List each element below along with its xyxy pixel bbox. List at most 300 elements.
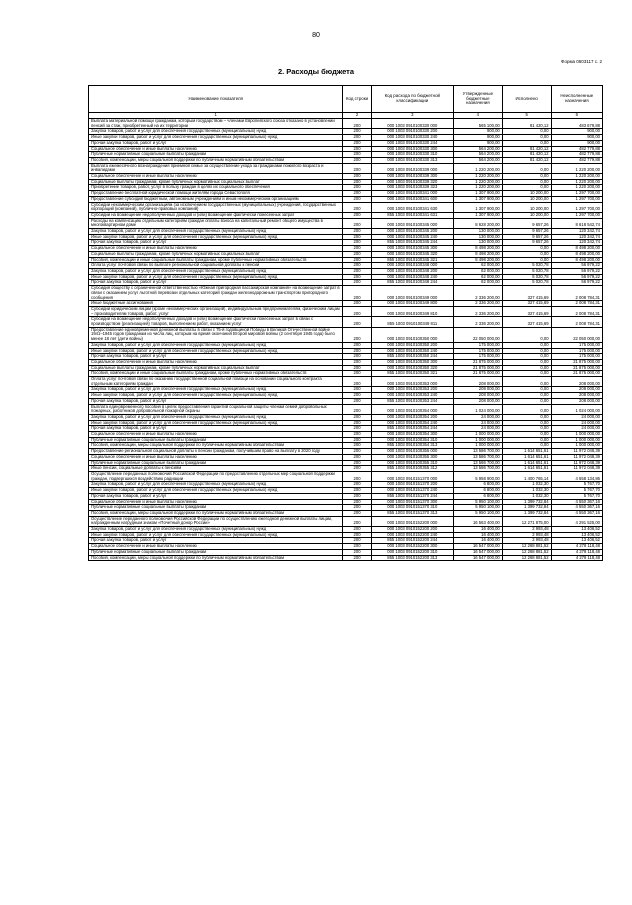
classification-code: 000 1003 0910100354 310 [371, 437, 453, 443]
approved-amount: 62 000,00 [453, 263, 502, 269]
line-code: 200 [343, 246, 371, 252]
executed-amount: 1 032,30 [502, 493, 551, 499]
executed-amount: 81 420,12 [502, 146, 551, 152]
executed-amount: 5 020,78 [502, 280, 551, 286]
column-header-name: Наименование показателя [89, 86, 343, 113]
unexecuted-amount: 5 767,70 [551, 488, 602, 494]
executed-amount: 1 614 651,61 [502, 460, 551, 466]
classification-code: 855 1003 0910100354 244 [371, 426, 453, 432]
indicator-name: Пособия, компенсации, меры социальной поддержки по публичным нормативным обязательствам [89, 510, 343, 516]
unexecuted-amount: 175 000,00 [551, 342, 602, 348]
approved-amount: 6 800,00 [453, 482, 502, 488]
classification-code: 000 1003 0910152200 300 [371, 544, 453, 550]
indicator-name: Прочая закупка товаров, работ и услуг [89, 140, 343, 146]
line-code: 200 [343, 472, 371, 482]
indicator-name: Субсидии некоммерческим организациям (за исключением государственных (муниципальных) учреждений, государственных корпораций (компаний), публично-правовых компаний) [89, 202, 343, 212]
executed-amount: 9 657,26 [502, 229, 551, 235]
line-code: 200 [343, 365, 371, 371]
unexecuted-amount: 483 679,88 [551, 119, 602, 129]
indicator-name: Иные пенсии, социальные доплаты к пенсиям [89, 466, 343, 472]
classification-code: 000 1003 0910100349 810 [371, 306, 453, 316]
indicator-name: Прочая закупка товаров, работ и услуг [89, 493, 343, 499]
line-code: 200 [343, 432, 371, 438]
indicator-name: Публичные нормативные социальные выплаты гражданам [89, 152, 343, 158]
indicator-name: Субсидии юридическим лицам (кроме некоммерческих организаций), индивидуальным предпринимателям, физическим лицам – производителям товаров, работ, услуг [89, 306, 343, 316]
executed-amount: 10 200,00 [502, 202, 551, 212]
indicator-name: Закупка товаров, работ и услуг для обеспечения государственных (муниципальных) нужд [89, 482, 343, 488]
executed-amount: 0,00 [502, 420, 551, 426]
budget-expenses-table [88, 85, 603, 561]
indicator-name: Социальные выплаты гражданам, кроме публичных нормативных социальных выплат [89, 251, 343, 257]
unexecuted-amount: 2 008 784,31 [551, 306, 602, 316]
approved-amount: 900,00 [453, 140, 502, 146]
table-row [89, 163, 603, 173]
line-code: 200 [343, 516, 371, 526]
column-header-unexecuted: Неисполненные назначения [551, 86, 602, 113]
approved-amount: 21 875 000,00 [453, 359, 502, 365]
indicator-name: Предоставление региональной социальной доплаты к пенсии гражданам, получившим право на выплату в 2020 году [89, 449, 343, 455]
line-code: 200 [343, 306, 371, 316]
classification-code: 000 1003 0910100350 200 [371, 342, 453, 348]
unexecuted-amount: 1 000 000,00 [551, 437, 602, 443]
classification-code: 000 1003 0910100345 200 [371, 229, 453, 235]
indicator-name: Социальное обеспечение и иные выплаты населению [89, 544, 343, 550]
approved-amount: 1 220 200,00 [453, 163, 502, 173]
classification-code: 000 1003 0910151370 300 [371, 499, 453, 505]
classification-code: 000 1003 0910100345 000 [371, 218, 453, 228]
indicator-name: Оплата услуг почтовой связи по оказанию государственной социальной помощи на основании социального контракта отдельным категориям граждан [89, 377, 343, 387]
approved-amount: 5 950 100,00 [453, 505, 502, 511]
executed-amount: 0,00 [502, 377, 551, 387]
unexecuted-amount: 900,00 [551, 135, 602, 141]
classification-code: 000 1003 0910100345 300 [371, 246, 453, 252]
executed-amount: 12 271 875,00 [502, 516, 551, 526]
indicator-name: Пособия, компенсации и иные социальные выплаты гражданам, кроме публичных нормативных обязательств [89, 371, 343, 377]
approved-amount: 564 200,00 [453, 146, 502, 152]
line-code: 200 [343, 229, 371, 235]
unexecuted-amount: 22 050 000,00 [551, 327, 602, 342]
unexecuted-amount: 13 406,52 [551, 527, 602, 533]
table-row [89, 327, 603, 342]
classification-code: 855 1003 0910100355 312 [371, 466, 453, 472]
indicator-name: Закупка товаров, работ и услуг для обеспечения государственных (муниципальных) нужд [89, 387, 343, 393]
line-code: 200 [343, 163, 371, 173]
executed-amount: 327 415,69 [502, 301, 551, 307]
classification-code: 000 1003 0910100354 300 [371, 432, 453, 438]
unexecuted-amount: 8 618 542,74 [551, 218, 602, 228]
approved-amount: 2 336 200,00 [453, 286, 502, 301]
classification-code: 855 1003 0910100341 631 [371, 212, 453, 218]
approved-amount: 24 000,00 [453, 420, 502, 426]
classification-code: 000 1003 0910152200 000 [371, 516, 453, 526]
executed-amount: 9 657,26 [502, 240, 551, 246]
classification-code: 000 1003 0910100339 300 [371, 174, 453, 180]
executed-amount: 12 268 881,52 [502, 544, 551, 550]
approved-amount: 16 547 000,00 [453, 555, 502, 561]
executed-amount: 327 415,69 [502, 317, 551, 327]
approved-amount: 6 800,00 [453, 488, 502, 494]
column-number: 3 [371, 113, 453, 119]
line-code: 200 [343, 454, 371, 460]
indicator-name: Предоставление субсидий бюджетным, автономным учреждениям и иным некоммерческим организациям [89, 196, 343, 202]
classification-code: 855 1003 0910152200 244 [371, 538, 453, 544]
line-code: 200 [343, 268, 371, 274]
executed-amount: 10 200,00 [502, 191, 551, 197]
approved-amount: 175 000,00 [453, 354, 502, 360]
classification-code: 000 1003 0910151370 200 [371, 482, 453, 488]
classification-code: 000 1003 0910152200 200 [371, 527, 453, 533]
executed-amount: 10 200,00 [502, 212, 551, 218]
unexecuted-amount: 56 979,22 [551, 268, 602, 274]
approved-amount: 208 000,00 [453, 398, 502, 404]
unexecuted-amount: 11 972 048,39 [551, 454, 602, 460]
indicator-name: Пособия, компенсации, меры социальной поддержки по публичным нормативным обязательствам [89, 443, 343, 449]
classification-code: 855 1003 0910151370 244 [371, 493, 453, 499]
unexecuted-amount: 8 498 200,00 [551, 257, 602, 263]
line-code: 200 [343, 420, 371, 426]
executed-amount: 0,00 [502, 327, 551, 342]
classification-code: 000 1003 0910151370 310 [371, 505, 453, 511]
executed-amount: 0,00 [502, 185, 551, 191]
approved-amount: 16 400,00 [453, 527, 502, 533]
unexecuted-amount: 56 979,22 [551, 280, 602, 286]
executed-amount: 0,00 [502, 359, 551, 365]
indicator-name: Приобретение товаров, работ, услуг в пользу граждан в целях их социального обеспечения [89, 185, 343, 191]
line-code: 200 [343, 538, 371, 544]
line-code: 200 [343, 414, 371, 420]
unexecuted-amount: 2 008 784,31 [551, 301, 602, 307]
unexecuted-amount: 4 550 367,16 [551, 510, 602, 516]
line-code: 200 [343, 301, 371, 307]
classification-code: 000 1003 0910100330 310 [371, 152, 453, 158]
approved-amount: 1 220 200,00 [453, 179, 502, 185]
classification-code: 000 1003 0910100341 000 [371, 191, 453, 197]
unexecuted-amount: 13 406,52 [551, 532, 602, 538]
approved-amount: 16 563 400,00 [453, 516, 502, 526]
executed-amount: 0,00 [502, 437, 551, 443]
approved-amount: 1 307 900,00 [453, 202, 502, 212]
classification-code: 000 1003 0910100355 310 [371, 460, 453, 466]
indicator-name: Публичные нормативные социальные выплаты гражданам [89, 437, 343, 443]
executed-amount: 1 614 651,61 [502, 454, 551, 460]
line-code: 200 [343, 146, 371, 152]
unexecuted-amount: 208 000,00 [551, 387, 602, 393]
unexecuted-amount: 208 000,00 [551, 377, 602, 387]
classification-code: 855 1003 0910152200 313 [371, 555, 453, 561]
approved-amount: 1 000 000,00 [453, 443, 502, 449]
line-code: 200 [343, 257, 371, 263]
indicator-name: Закупка товаров, работ и услуг для обеспечения государственных (муниципальных) нужд [89, 342, 343, 348]
classification-code: 000 1003 0910152200 310 [371, 549, 453, 555]
classification-code: 000 1003 0910100353 000 [371, 377, 453, 387]
executed-amount: 0,00 [502, 179, 551, 185]
approved-amount: 8 498 200,00 [453, 251, 502, 257]
column-number: 6 [551, 113, 602, 119]
line-code: 200 [343, 286, 371, 301]
indicator-name: Иные закупки товаров, работ и услуг для обеспечения государственных (муниципальных) нужд [89, 488, 343, 494]
approved-amount: 16 547 000,00 [453, 549, 502, 555]
unexecuted-amount: 120 342,74 [551, 229, 602, 235]
approved-amount: 5 950 100,00 [453, 510, 502, 516]
indicator-name: Предоставление бесплатной юридической помощи жителям города Севастополя [89, 191, 343, 197]
indicator-name: Оплата услуг почтовой связи по выплате региональной социальной доплаты к пенсии [89, 263, 343, 269]
classification-code: 000 1003 0910100330 313 [371, 157, 453, 163]
classification-code: 000 1003 0910100355 300 [371, 454, 453, 460]
indicator-name: Осуществление переданного полномочия Российской Федерации по осуществлению ежегодной денежной выплаты лицам, награжденным нагрудным знаком «Почетный донор России» [89, 516, 343, 526]
unexecuted-amount: 8 498 200,00 [551, 251, 602, 257]
indicator-name: Иные закупки товаров, работ и услуг для обеспечения государственных (муниципальных) нужд [89, 393, 343, 399]
approved-amount: 24 000,00 [453, 426, 502, 432]
approved-amount: 13 586 700,00 [453, 460, 502, 466]
column-number: 4 [453, 113, 502, 119]
classification-code: 855 1003 0910151370 313 [371, 510, 453, 516]
line-code: 200 [343, 544, 371, 550]
classification-code: 000 1003 0910100330 000 [371, 119, 453, 129]
table-row [89, 119, 603, 129]
classification-code: 855 1003 0910100350 244 [371, 354, 453, 360]
column-header-line-code: Код строки [343, 86, 371, 113]
table-row [89, 286, 603, 301]
classification-code: 000 1003 0910100330 300 [371, 146, 453, 152]
line-code: 200 [343, 527, 371, 533]
indicator-name: Публичные нормативные социальные выплаты гражданам [89, 460, 343, 466]
indicator-name: Социальные выплаты гражданам, кроме публичных нормативных социальных выплат [89, 179, 343, 185]
unexecuted-amount: 1 297 700,00 [551, 191, 602, 197]
indicator-name: Закупка товаров, работ и услуг для обеспечения государственных (муниципальных) нужд [89, 527, 343, 533]
executed-amount: 81 420,12 [502, 157, 551, 163]
executed-amount: 0,00 [502, 129, 551, 135]
indicator-name: Иные закупки товаров, работ и услуг для обеспечения государственных (муниципальных) нужд [89, 348, 343, 354]
unexecuted-amount: 175 000,00 [551, 354, 602, 360]
classification-code: 855 1003 0910100350 321 [371, 371, 453, 377]
approved-amount: 5 958 900,00 [453, 472, 502, 482]
executed-amount: 0,00 [502, 432, 551, 438]
indicator-name: Иные закупки товаров, работ и услуг для обеспечения государственных (муниципальных) нужд [89, 532, 343, 538]
indicator-name: Социальное обеспечение и иные выплаты населению [89, 146, 343, 152]
classification-code: 000 1003 0910100350 000 [371, 327, 453, 342]
executed-amount: 0,00 [502, 251, 551, 257]
classification-code: 000 1003 0910100330 200 [371, 129, 453, 135]
line-code: 200 [343, 327, 371, 342]
line-code: 200 [343, 191, 371, 197]
executed-amount: 12 268 881,52 [502, 555, 551, 561]
unexecuted-amount: 24 000,00 [551, 414, 602, 420]
unexecuted-amount: 1 220 200,00 [551, 163, 602, 173]
table-row [89, 377, 603, 387]
unexecuted-amount: 21 875 000,00 [551, 359, 602, 365]
classification-code: 855 1003 0910100348 244 [371, 280, 453, 286]
classification-code: 000 1003 0910100355 000 [371, 449, 453, 455]
line-code: 200 [343, 179, 371, 185]
executed-amount: 0,00 [502, 342, 551, 348]
executed-amount: 5 020,78 [502, 268, 551, 274]
indicator-name: Расходы на компенсацию отдельным категориям граждан оплаты взноса на капитальный ремонт общего имущества в многоквартирном доме [89, 218, 343, 228]
approved-amount: 1 220 200,00 [453, 174, 502, 180]
unexecuted-amount: 4 550 367,16 [551, 505, 602, 511]
unexecuted-amount: 1 297 700,00 [551, 202, 602, 212]
approved-amount: 5 950 100,00 [453, 499, 502, 505]
line-code: 200 [343, 387, 371, 393]
indicator-name: Иные закупки товаров, работ и услуг для обеспечения государственных (муниципальных) нужд [89, 234, 343, 240]
column-number: 5 [502, 113, 551, 119]
classification-code: 000 1003 0910100353 200 [371, 387, 453, 393]
approved-amount: 8 498 200,00 [453, 257, 502, 263]
executed-amount: 327 415,69 [502, 286, 551, 301]
line-code: 200 [343, 348, 371, 354]
line-code: 200 [343, 371, 371, 377]
classification-code: 000 1003 0910100354 000 [371, 404, 453, 414]
approved-amount: 208 000,00 [453, 393, 502, 399]
unexecuted-amount: 56 979,22 [551, 263, 602, 269]
classification-code: 000 1003 0910100339 000 [371, 163, 453, 173]
unexecuted-amount: 900,00 [551, 129, 602, 135]
unexecuted-amount: 1 220 200,00 [551, 179, 602, 185]
approved-amount: 16 400,00 [453, 538, 502, 544]
approved-amount: 1 024 000,00 [453, 404, 502, 414]
line-code: 200 [343, 404, 371, 414]
unexecuted-amount: 1 297 700,00 [551, 196, 602, 202]
indicator-name: Прочая закупка товаров, работ и услуг [89, 354, 343, 360]
line-code: 200 [343, 263, 371, 269]
indicator-name: Прочая закупка товаров, работ и услуг [89, 280, 343, 286]
line-code: 200 [343, 449, 371, 455]
classification-code: 000 1003 0910100349 000 [371, 286, 453, 301]
indicator-name: Социальное обеспечение и иные выплаты населению [89, 246, 343, 252]
line-code: 200 [343, 196, 371, 202]
table-header-row [89, 86, 603, 113]
unexecuted-amount: 2 008 784,31 [551, 286, 602, 301]
classification-code: 000 1003 0910100341 600 [371, 196, 453, 202]
unexecuted-amount: 482 779,88 [551, 146, 602, 152]
table-row [89, 218, 603, 228]
table-body [89, 119, 603, 561]
line-code: 200 [343, 482, 371, 488]
approved-amount: 130 000,00 [453, 229, 502, 235]
unexecuted-amount: 1 297 700,00 [551, 212, 602, 218]
indicator-name: Пособия, компенсации, меры социальной поддержки по публичным нормативным обязательствам [89, 555, 343, 561]
unexecuted-amount: 5 767,70 [551, 493, 602, 499]
line-code: 200 [343, 129, 371, 135]
executed-amount: 81 420,12 [502, 152, 551, 158]
approved-amount: 13 586 700,00 [453, 466, 502, 472]
page-number: 80 [312, 32, 320, 39]
executed-amount: 0,00 [502, 371, 551, 377]
approved-amount: 564 200,00 [453, 152, 502, 158]
classification-code: 000 1003 0910100339 323 [371, 185, 453, 191]
approved-amount: 1 000 000,00 [453, 437, 502, 443]
approved-amount: 2 336 200,00 [453, 317, 502, 327]
indicator-name: Иные закупки товаров, работ и услуг для обеспечения государственных (муниципальных) нужд [89, 420, 343, 426]
section-title: 2. Расходы бюджета [277, 67, 355, 76]
line-code: 200 [343, 152, 371, 158]
unexecuted-amount: 2 008 784,31 [551, 317, 602, 327]
unexecuted-amount: 900,00 [551, 140, 602, 146]
unexecuted-amount: 482 779,88 [551, 152, 602, 158]
approved-amount: 564 200,00 [453, 157, 502, 163]
indicator-name: Социальное обеспечение и иные выплаты населению [89, 359, 343, 365]
indicator-name: Субсидия обществу с ограниченной ответственностью «Южная пригородная пассажирская компания» на возмещение затрат в связи с оказанием услуг льготной перевозки отдельных категорий граждан железнодорожным транспортом пригородного сообщения [89, 286, 343, 301]
line-code: 200 [343, 119, 371, 129]
executed-amount: 2 993,48 [502, 538, 551, 544]
unexecuted-amount: 120 342,74 [551, 240, 602, 246]
unexecuted-amount: 4 550 367,16 [551, 499, 602, 505]
column-header-approved: Утвержденные бюджетные назначения [453, 86, 502, 113]
approved-amount: 21 875 000,00 [453, 365, 502, 371]
line-code: 200 [343, 505, 371, 511]
indicator-name: Иные закупки товаров, работ и услуг для обеспечения государственных (муниципальных) нужд [89, 274, 343, 280]
unexecuted-amount: 120 342,74 [551, 234, 602, 240]
table-row [89, 516, 603, 526]
indicator-name: Закупка товаров, работ и услуг для обеспечения государственных (муниципальных) нужд [89, 129, 343, 135]
approved-amount: 16 547 000,00 [453, 544, 502, 550]
classification-code: 855 1003 0910100345 321 [371, 257, 453, 263]
table-row [89, 555, 603, 561]
line-code: 200 [343, 549, 371, 555]
line-code: 200 [343, 532, 371, 538]
unexecuted-amount: 24 000,00 [551, 426, 602, 432]
unexecuted-amount: 8 498 200,00 [551, 246, 602, 252]
indicator-name: Социальные выплаты гражданам, кроме публичных нормативных социальных выплат [89, 365, 343, 371]
line-code: 200 [343, 426, 371, 432]
line-code: 200 [343, 393, 371, 399]
indicator-name: Предоставление единовременной денежной выплаты в связи с 75-й годовщиной Победы в Великой Отечественной войне 1941–1945 годов гражданам из числа лиц, которым на время окончания Второй мировой войны (2 сентября 1945 года) было менее 18 лет (дети войны) [89, 327, 343, 342]
executed-amount: 1 032,30 [502, 488, 551, 494]
indicator-name: Прочая закупка товаров, работ и услуг [89, 240, 343, 246]
indicator-name: Иные закупки товаров, работ и услуг для обеспечения государственных (муниципальных) нужд [89, 135, 343, 141]
approved-amount: 16 400,00 [453, 532, 502, 538]
unexecuted-amount: 21 875 000,00 [551, 371, 602, 377]
approved-amount: 13 586 700,00 [453, 454, 502, 460]
indicator-name: Прочая закупка товаров, работ и услуг [89, 426, 343, 432]
column-number: 2 [343, 113, 371, 119]
indicator-name: Публичные нормативные социальные выплаты гражданам [89, 549, 343, 555]
unexecuted-amount: 4 278 118,48 [551, 544, 602, 550]
approved-amount: 1 220 200,00 [453, 185, 502, 191]
approved-amount: 175 000,00 [453, 348, 502, 354]
executed-amount: 0,00 [502, 257, 551, 263]
executed-amount: 81 420,12 [502, 119, 551, 129]
indicator-name: Закупка товаров, работ и услуг для обеспечения государственных (муниципальных) нужд [89, 268, 343, 274]
approved-amount: 208 000,00 [453, 377, 502, 387]
executed-amount: 1 399 732,84 [502, 505, 551, 511]
executed-amount: 0,00 [502, 414, 551, 420]
line-code: 200 [343, 460, 371, 466]
executed-amount: 1 400 765,14 [502, 472, 551, 482]
approved-amount: 62 000,00 [453, 268, 502, 274]
classification-code: 000 1003 0910100350 320 [371, 365, 453, 371]
classification-code: 000 1003 0910100350 240 [371, 348, 453, 354]
unexecuted-amount: 1 024 000,00 [551, 404, 602, 414]
executed-amount: 5 020,78 [502, 274, 551, 280]
approved-amount: 62 000,00 [453, 274, 502, 280]
executed-amount: 9 657,26 [502, 234, 551, 240]
approved-amount: 62 000,00 [453, 280, 502, 286]
executed-amount: 12 268 881,52 [502, 549, 551, 555]
classification-code: 000 1003 0910151370 240 [371, 488, 453, 494]
unexecuted-amount: 1 000 000,00 [551, 443, 602, 449]
indicator-name: Выплата единовременного пособия в целях предоставления гарантий социальной защиты членам семей добровольных пожарных, работников добровольной пожарной охраны [89, 404, 343, 414]
line-code: 200 [343, 443, 371, 449]
approved-amount: 13 586 700,00 [453, 449, 502, 455]
executed-amount: 5 020,78 [502, 263, 551, 269]
line-code: 200 [343, 140, 371, 146]
indicator-name: Осуществление переданных полномочий Российской Федерации по предоставлению отдельных мер социальной поддержки граждан, подвергшихся воздействию радиации [89, 472, 343, 482]
classification-code: 000 1003 0910100345 240 [371, 234, 453, 240]
approved-amount: 130 000,00 [453, 240, 502, 246]
unexecuted-amount: 4 278 118,48 [551, 549, 602, 555]
approved-amount: 1 307 900,00 [453, 191, 502, 197]
line-code: 200 [343, 488, 371, 494]
